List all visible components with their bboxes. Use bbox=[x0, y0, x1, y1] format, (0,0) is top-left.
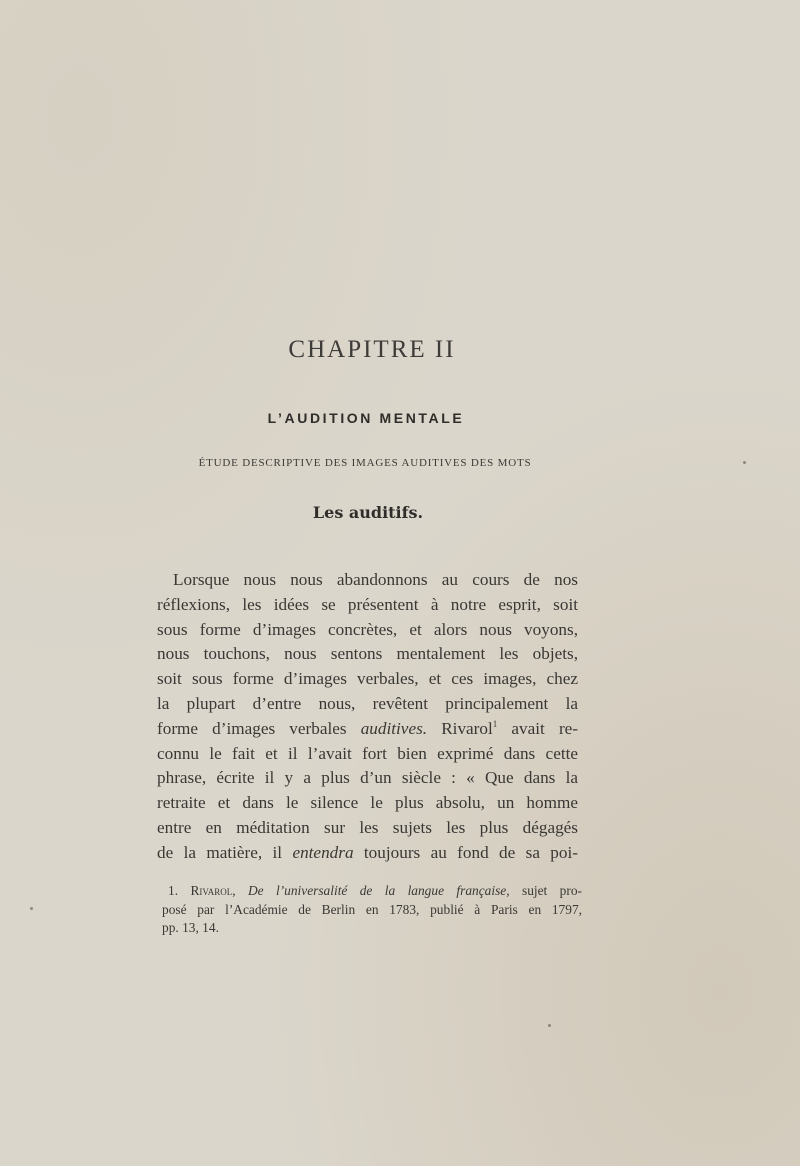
body-line: réflexions, les idées se présentent à notre esprit, soit bbox=[157, 594, 578, 614]
footnote-number: 1. bbox=[168, 883, 179, 898]
section-title: Les auditifs. bbox=[312, 503, 424, 522]
paper-speck bbox=[30, 907, 33, 910]
italic-term: auditives. bbox=[360, 718, 428, 738]
footnote-line: posé par l’Académie de Berlin en 1783, publié à Paris en 1797, bbox=[162, 901, 582, 917]
body-line: connu le fait et il l’avait fort bien exprimé dans cette bbox=[157, 743, 578, 763]
footnote-ref: 1 bbox=[492, 718, 498, 729]
footnote-author: Rivarol, bbox=[190, 883, 236, 898]
author-name: Rivarol bbox=[441, 718, 493, 738]
footnote-text: sujet pro- bbox=[521, 883, 582, 898]
study-title: ÉTUDE DESCRIPTIVE DES IMAGES AUDITIVES DES MOTS bbox=[198, 457, 532, 469]
body-line: la plupart d’entre nous, revêtent principalement la bbox=[157, 693, 578, 713]
body-text: toujours au fond de sa poi- bbox=[363, 842, 578, 862]
italic-term: entendra bbox=[292, 842, 354, 862]
footnote-line: pp. 13, 14. bbox=[162, 920, 219, 935]
footnote-work-title: De l’universalité de la langue française, bbox=[247, 883, 510, 898]
body-line bbox=[157, 717, 578, 742]
body-paragraph bbox=[157, 568, 578, 866]
body-text: de la matière, il bbox=[157, 842, 283, 862]
paper-speck bbox=[743, 461, 746, 464]
footnote-line bbox=[162, 882, 582, 901]
body-line: retraite et dans le silence le plus absolu, un homme bbox=[157, 793, 578, 813]
body-line: entre en méditation sur les sujets les plus dégagés bbox=[157, 817, 578, 837]
body-line bbox=[157, 841, 578, 866]
chapter-subtitle: L’AUDITION MENTALE bbox=[267, 410, 465, 426]
body-line: Lorsque nous nous abandonnons au cours de nos bbox=[173, 570, 578, 589]
body-text: avait re- bbox=[511, 718, 579, 738]
body-line: soit sous forme d’images verbales, et ces images, chez bbox=[157, 669, 578, 689]
body-line: phrase, écrite il y a plus d’un siècle : « Que dans la bbox=[157, 768, 578, 788]
body-line: nous touchons, nous sentons mentalement les objets, bbox=[157, 644, 578, 664]
footnote bbox=[162, 882, 582, 938]
paper-speck bbox=[548, 1024, 551, 1027]
body-text: forme d’images verbales bbox=[157, 718, 347, 738]
chapter-title: CHAPITRE II bbox=[288, 336, 456, 363]
body-line: sous forme d’images concrètes, et alors nous voyons, bbox=[157, 619, 578, 639]
